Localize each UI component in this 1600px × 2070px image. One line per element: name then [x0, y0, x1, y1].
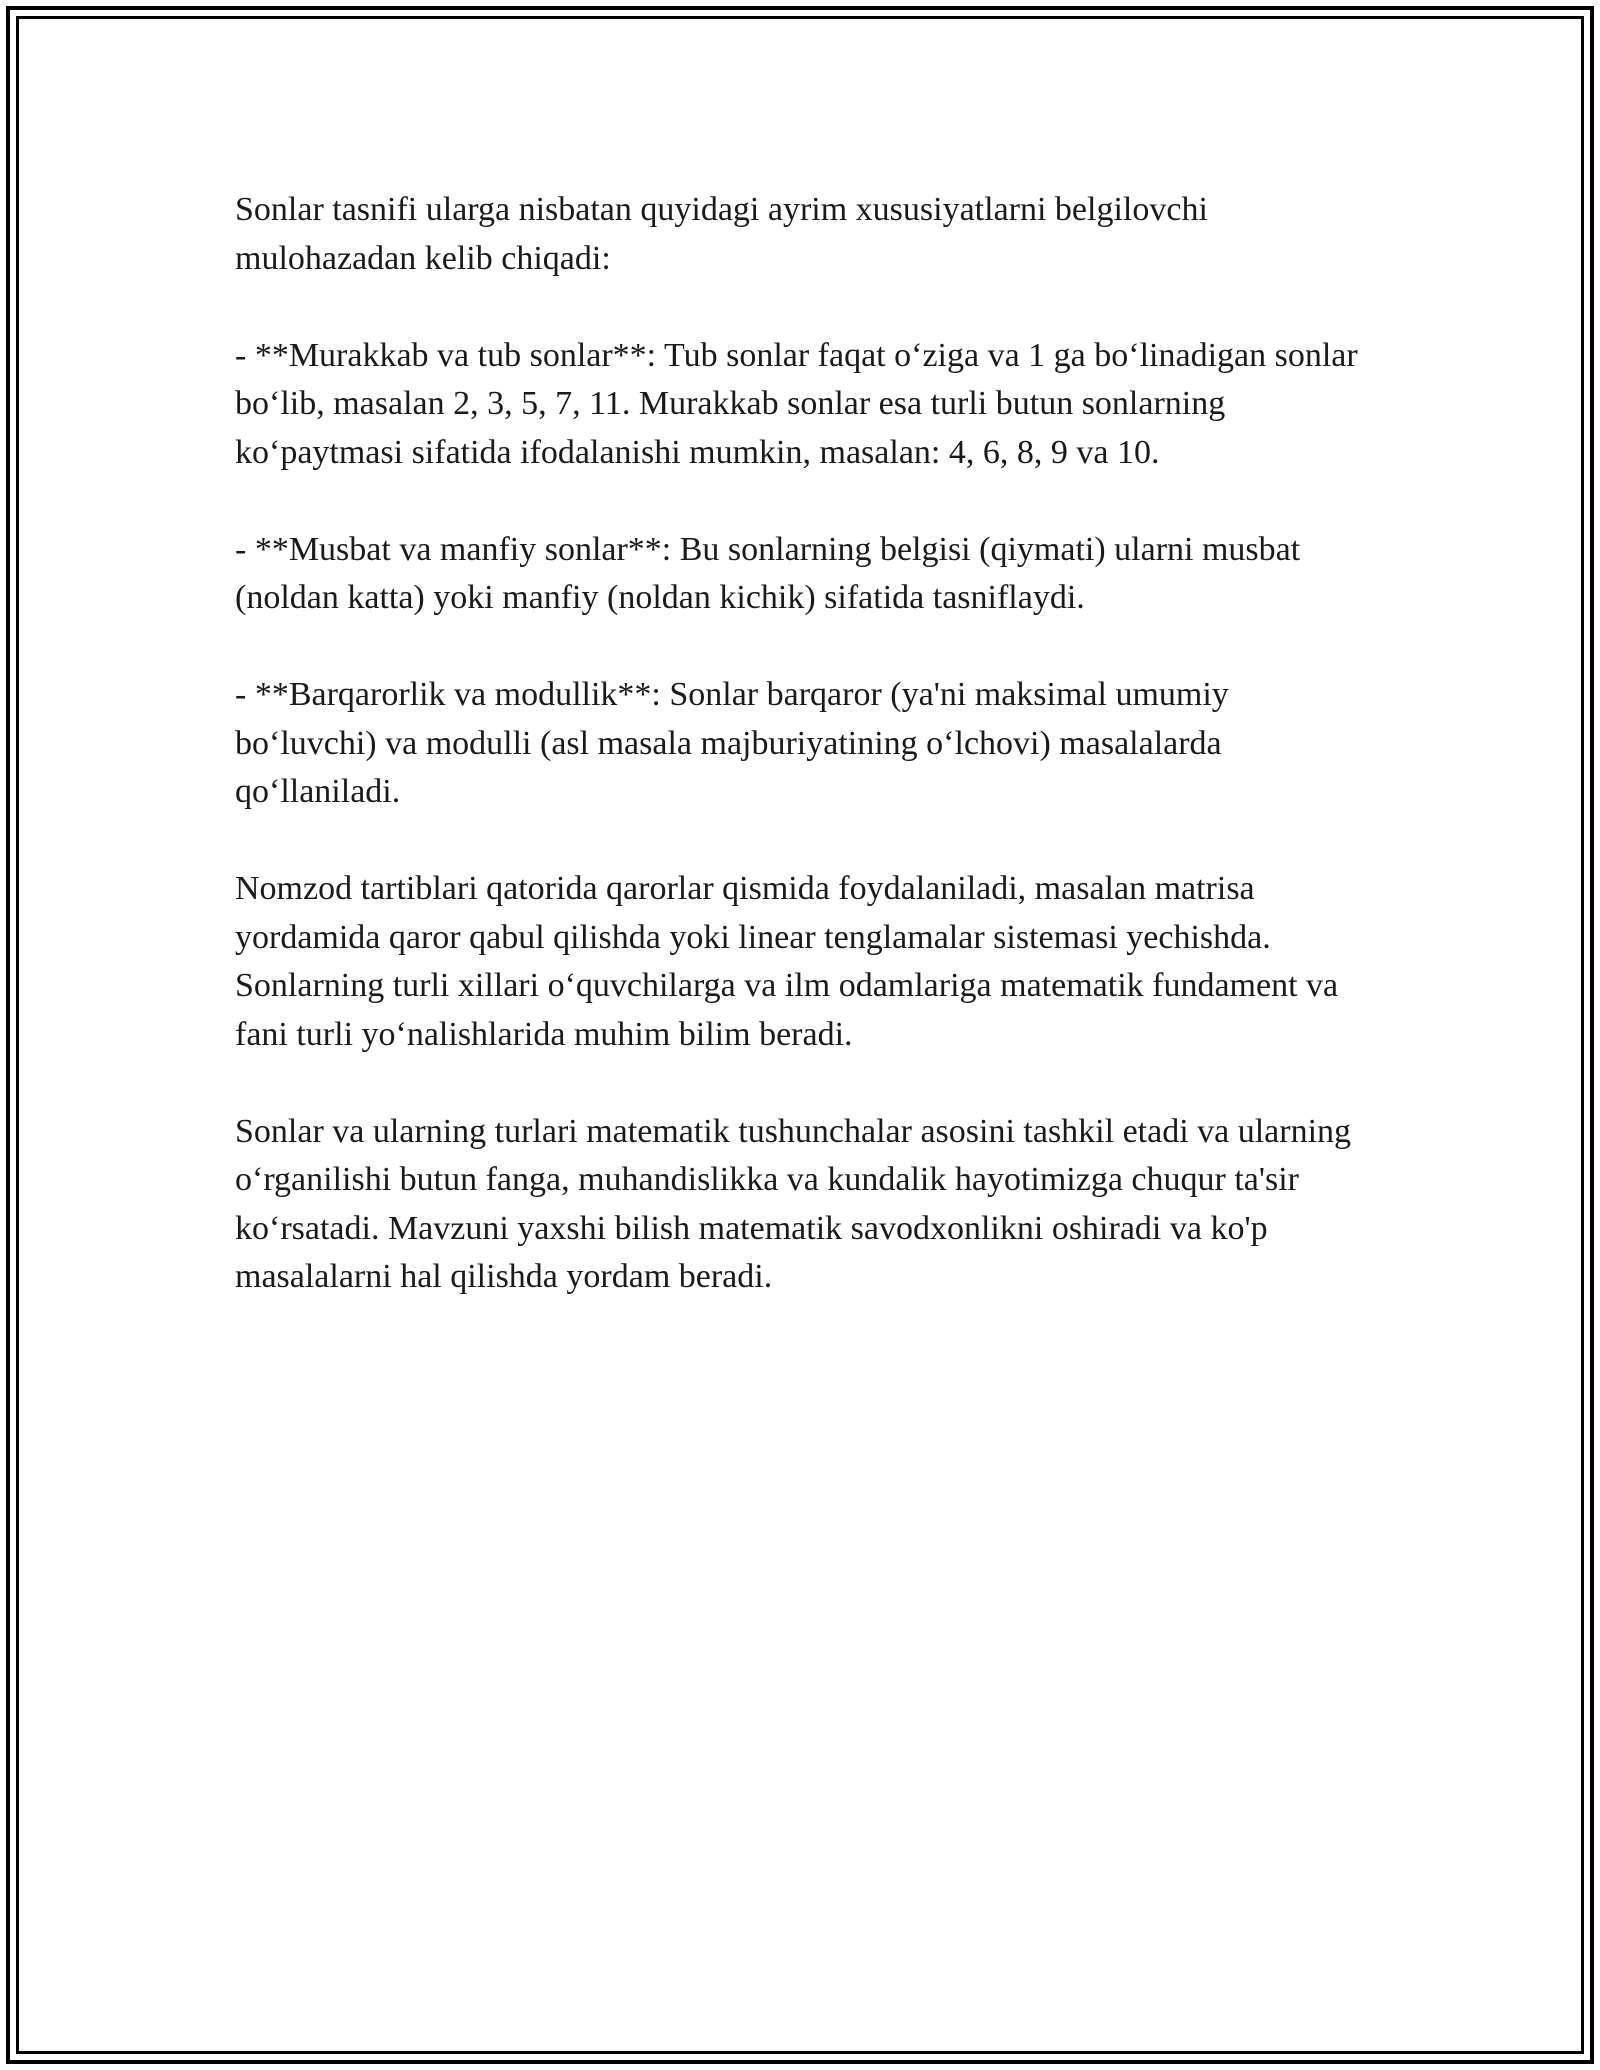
paragraph-intro: Sonlar tasnifi ularga nisbatan quyidagi ayrim xususiyatlarni belgilovchi mulohazadan kelib chiqadi:: [235, 191, 1208, 277]
document-body: [235, 186, 1365, 1350]
paragraph-conclusion: Sonlar va ularning turlari matematik tushunchalar asosini tashkil etadi va ularning o‘rganilishi butun fanga, muhandislikka va kundalik hayotimizga chuqur ta'sir ko‘rsatadi. Mavzuni yaxshi bilish matematik savodxonlikni oshiradi va ko'p masalalarni hal qilishda yordam beradi.: [235, 1112, 1352, 1295]
paragraph-applications: Nomzod tartiblari qatorida qarorlar qismida foydalaniladi, masalan matrisa yordamida qaror qabul qilishda yoki linear tenglamalar sistemasi yechishda. Sonlarning turli xillari o‘quvchilarga va ilm odamlariga matematik fundament va fani turli yo‘nalishlarida muhim bilim beradi.: [235, 870, 1339, 1053]
paragraph-stability-modularity: - **Barqarorlik va modullik**: Sonlar barqaror (ya'ni maksimal umumiy bo‘luvchi) va modulli (asl masala majburiyatining o‘lchovi) masalalarda qo‘llaniladi.: [235, 676, 1229, 810]
paragraph-composite-prime: - **Murakkab va tub sonlar**: Tub sonlar faqat o‘ziga va 1 ga bo‘linadigan sonlar bo‘lib, masalan 2, 3, 5, 7, 11. Murakkab sonlar esa turli butun sonlarning ko‘paytmasi sifatida ifodalanishi mumkin, masalan: 4, 6, 8, 9 va 10.: [235, 336, 1358, 471]
paragraph-positive-negative: - **Musbat va manfiy sonlar**: Bu sonlarning belgisi (qiymati) ularni musbat (noldan katta) yoki manfiy (noldan kichik) sifatida tasniflaydi.: [235, 530, 1301, 616]
